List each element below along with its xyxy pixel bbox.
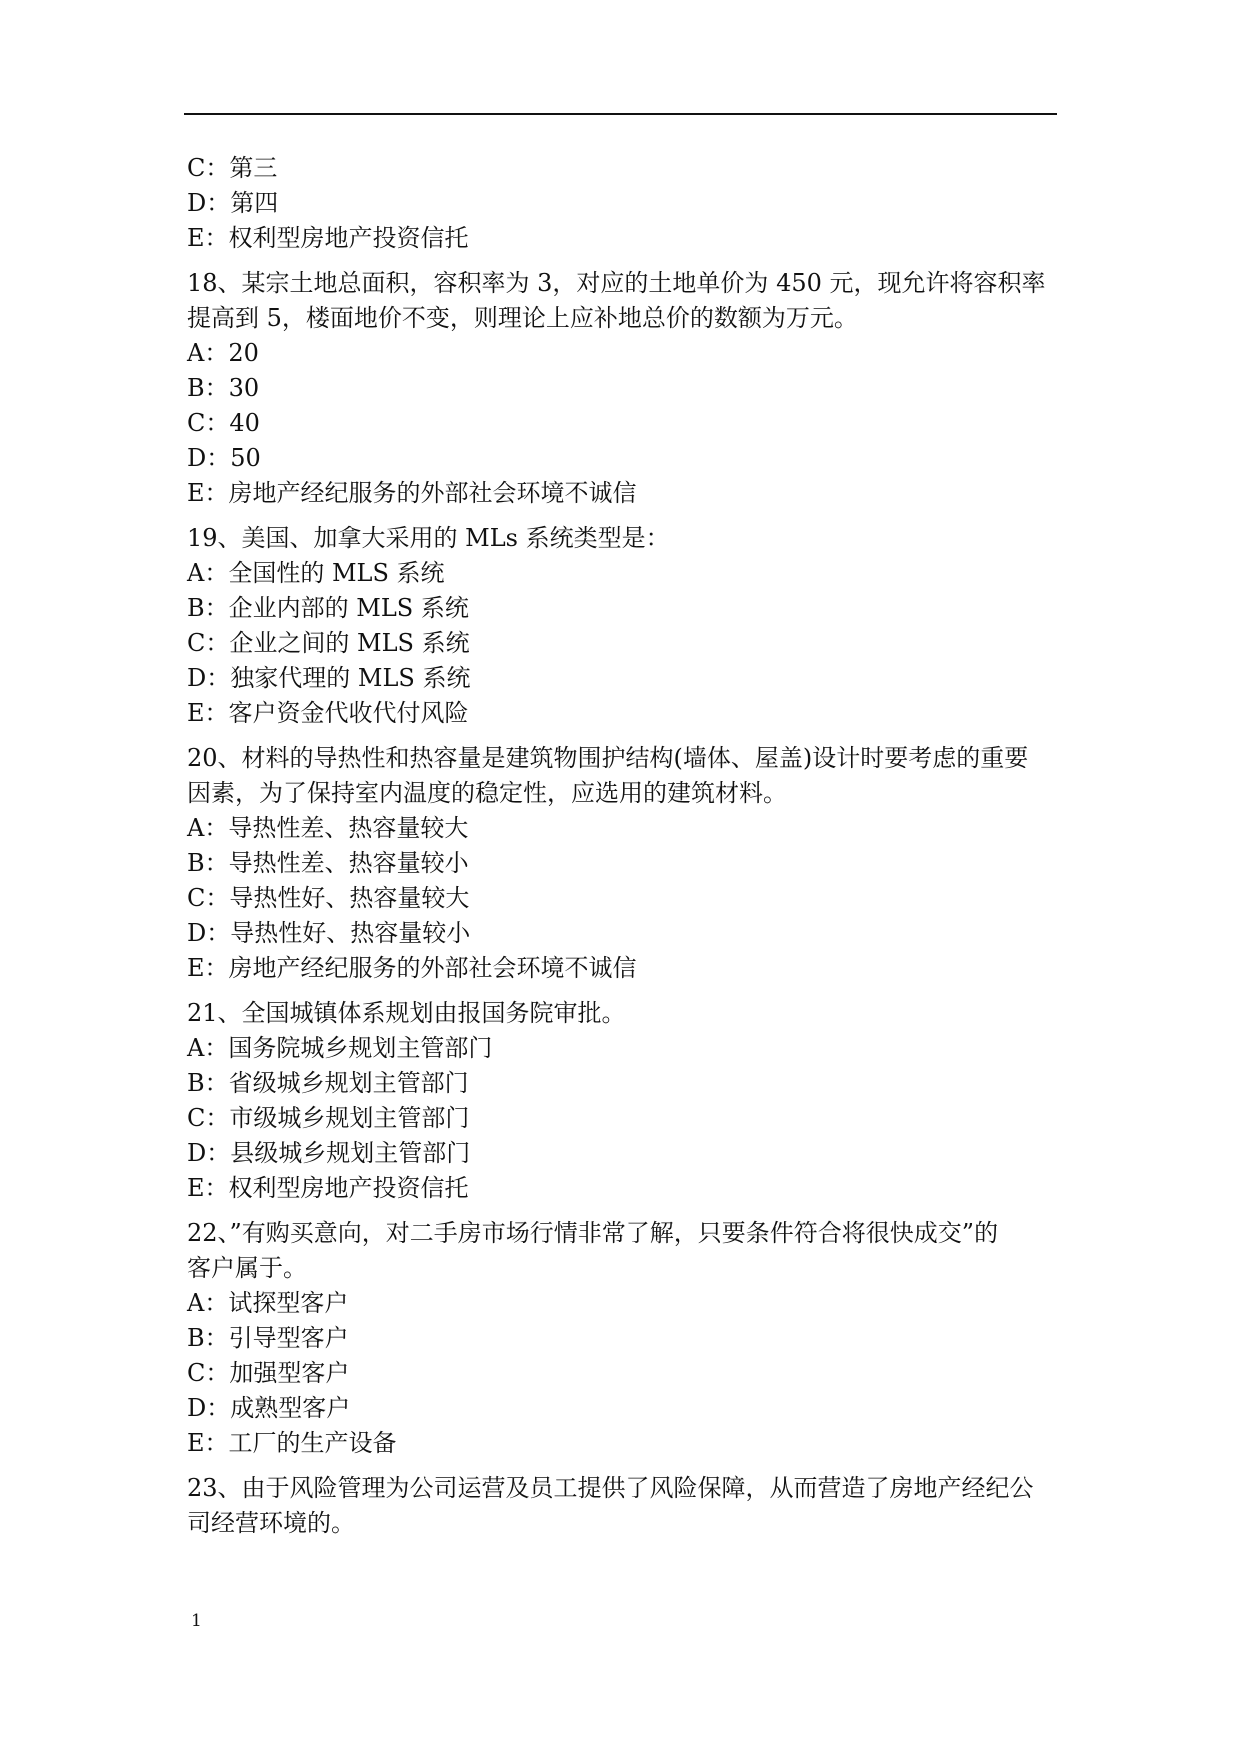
question-20	[187, 741, 1057, 986]
question-21	[187, 996, 1057, 1206]
option-a: A：试探型客户	[187, 1289, 349, 1317]
option-c: C：第三	[187, 154, 278, 182]
option-a: A：全国性的 MLS 系统	[187, 559, 445, 587]
question-stem-line: 提高到 5，楼面地价不变，则理论上应补地总价的数额为万元。	[187, 304, 858, 332]
page-number: 1	[191, 1611, 202, 1631]
option-c: C：企业之间的 MLS 系统	[187, 629, 470, 657]
option-b: B：引导型客户	[187, 1324, 349, 1352]
option-c: C：40	[187, 409, 260, 437]
question-18	[187, 266, 1057, 511]
option-e: E：客户资金代收代付风险	[187, 699, 469, 727]
option-a: A：20	[187, 339, 259, 367]
page-content	[187, 151, 1057, 1541]
question-stem-line: 因素，为了保持室内温度的稳定性，应选用的建筑材料。	[187, 779, 787, 807]
question-19	[187, 521, 1057, 731]
question-stem-line: 司经营环境的。	[187, 1509, 355, 1537]
option-e: E：权利型房地产投资信托	[187, 1174, 469, 1202]
option-c: C：市级城乡规划主管部门	[187, 1104, 470, 1132]
previous-question-options	[187, 151, 1057, 256]
question-23	[187, 1471, 1057, 1541]
option-e: E：房地产经纪服务的外部社会环境不诚信	[187, 479, 637, 507]
option-d: D：成熟型客户	[187, 1394, 351, 1422]
option-d: D：独家代理的 MLS 系统	[187, 664, 471, 692]
question-stem-line: 21、全国城镇体系规划由报国务院审批。	[187, 999, 626, 1027]
option-b: B：省级城乡规划主管部门	[187, 1069, 469, 1097]
option-d: D：50	[187, 444, 261, 472]
header-rule	[184, 113, 1057, 115]
option-e: E：权利型房地产投资信托	[187, 224, 469, 252]
option-a: A：导热性差、热容量较大	[187, 814, 469, 842]
option-d: D：导热性好、热容量较小	[187, 919, 471, 947]
option-e: E：房地产经纪服务的外部社会环境不诚信	[187, 954, 637, 982]
question-stem-line: 23、由于风险管理为公司运营及员工提供了风险保障，从而营造了房地产经纪公	[187, 1474, 1034, 1502]
option-e: E：工厂的生产设备	[187, 1429, 397, 1457]
option-a: A：国务院城乡规划主管部门	[187, 1034, 493, 1062]
question-stem-line: 19、美国、加拿大采用的 MLs 系统类型是：	[187, 524, 670, 552]
option-b: B：企业内部的 MLS 系统	[187, 594, 469, 622]
question-stem-line: 22、”有购买意向，对二手房市场行情非常了解，只要条件符合将很快成交”的	[187, 1219, 999, 1247]
option-c: C：加强型客户	[187, 1359, 350, 1387]
question-stem-line: 20、材料的导热性和热容量是建筑物围护结构(墙体、屋盖)设计时要考虑的重要	[187, 744, 1029, 772]
question-stem-line: 18、某宗土地总面积，容积率为 3，对应的土地单价为 450 元，现允许将容积率	[187, 269, 1046, 297]
option-d: D：第四	[187, 189, 279, 217]
question-22	[187, 1216, 1057, 1461]
option-b: B：30	[187, 374, 260, 402]
question-stem-line: 客户属于。	[187, 1254, 307, 1282]
option-b: B：导热性差、热容量较小	[187, 849, 469, 877]
option-c: C：导热性好、热容量较大	[187, 884, 470, 912]
option-d: D：县级城乡规划主管部门	[187, 1139, 471, 1167]
